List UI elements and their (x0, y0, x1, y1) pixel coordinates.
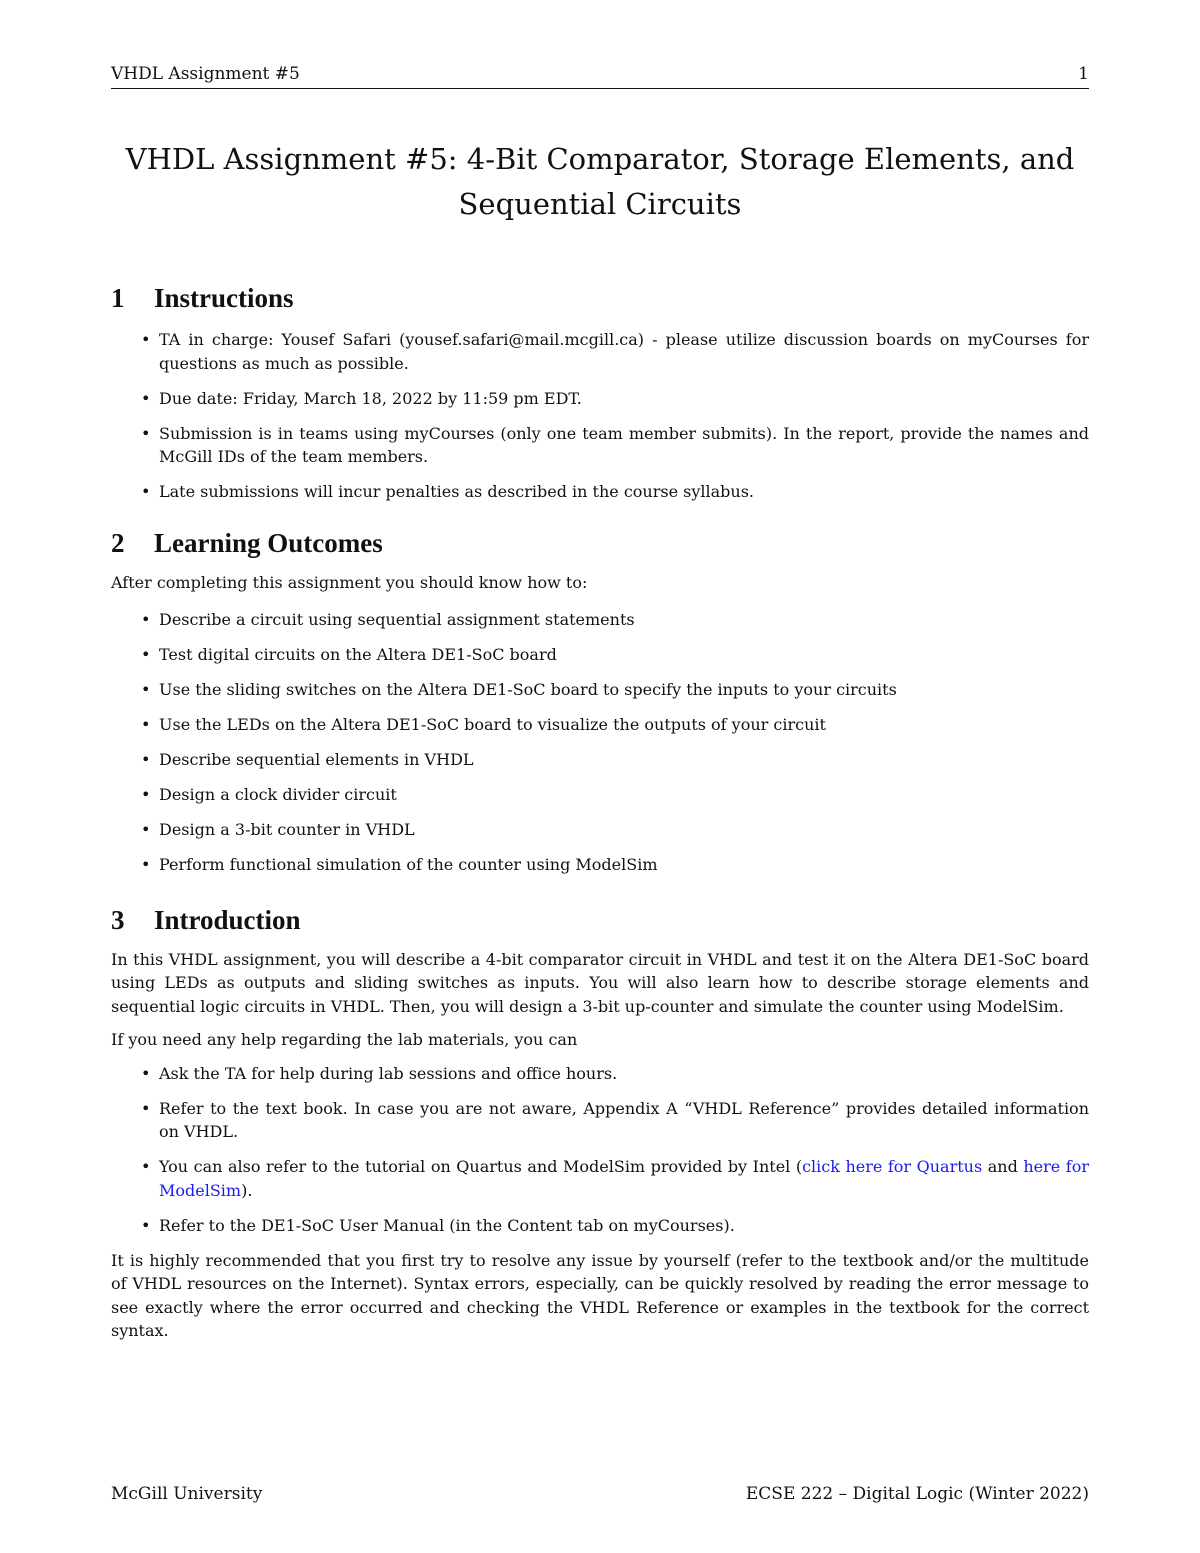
list-item: • Test digital circuits on the Altera DE1-SoC board (111, 643, 1089, 667)
running-header (111, 64, 1089, 89)
header-title: VHDL Assignment #5 (111, 64, 300, 84)
header-page-number: 1 (1078, 64, 1089, 84)
modelsim-tutorial-link[interactable]: here for ModelSim (159, 1157, 1089, 1200)
help-list (111, 1062, 1089, 1238)
list-item: • Ask the TA for help during lab sessions and office hours. (111, 1062, 1089, 1086)
section-title: Learning Outcomes (154, 527, 383, 558)
footer-course: ECSE 222 – Digital Logic (Winter 2022) (745, 1484, 1089, 1504)
list-item: • TA in charge: Yousef Safari (yousef.safari@mail.mcgill.ca) - please utilize discussion boards on myCourses for questions as much as possible. (111, 328, 1089, 375)
list-item: • Refer to the text book. In case you are not aware, Appendix A “VHDL Reference” provides detailed information on VHDL. (111, 1097, 1089, 1144)
list-item: • Due date: Friday, March 18, 2022 by 11:59 pm EDT. (111, 387, 1089, 411)
section-title: Introduction (154, 904, 301, 935)
list-item: • Use the LEDs on the Altera DE1-SoC board to visualize the outputs of your circuit (111, 713, 1089, 737)
list-item: • Refer to the DE1-SoC User Manual (in the Content tab on myCourses). (111, 1214, 1089, 1238)
list-item: • Describe a circuit using sequential assignment statements (111, 608, 1089, 632)
instructions-list (111, 328, 1089, 504)
list-item: • Submission is in teams using myCourses (only one team member submits). In the report, provide the names and McGill IDs of the team members. (111, 422, 1089, 469)
list-item: • Describe sequential elements in VHDL (111, 748, 1089, 772)
recommendation-paragraph: It is highly recommended that you first try to resolve any issue by yourself (refer to the textbook and/or the multitude of VHDL resources on the Internet). Syntax errors, especially, can be quickly resolved by reading the error message to see exactly where the error occurred and checking the VHDL Reference or examples in the textbook for the correct syntax. (111, 1250, 1089, 1340)
title-line-1: VHDL Assignment #5: 4-Bit Comparator, Storage Elements, and (125, 142, 1075, 176)
intro-paragraph: In this VHDL assignment, you will describe a 4-bit comparator circuit in VHDL and test it on the Altera DE1-SoC board using LEDs as outputs and sliding switches as inputs. You will also learn how to describe storage elements and sequential logic circuits in VHDL. Then, you will design a 3-bit up-counter and simulate the counter using ModelSim. (111, 949, 1089, 1016)
section-heading-introduction (111, 905, 1089, 936)
footer-university: McGill University (111, 1484, 263, 1504)
list-item: • Design a clock divider circuit (111, 783, 1089, 807)
section-heading-instructions (111, 283, 1089, 314)
list-item: • Design a 3-bit counter in VHDL (111, 818, 1089, 842)
document-page (111, 64, 1089, 1514)
tutorial-text-after: ). (241, 1180, 253, 1200)
tutorial-text-before: You can also refer to the tutorial on Quartus and ModelSim provided by Intel ( (159, 1157, 803, 1176)
tutorial-text-middle: and (982, 1157, 1024, 1176)
help-lead-paragraph: If you need any help regarding the lab materials, you can (111, 1030, 578, 1049)
list-item: • Perform functional simulation of the counter using ModelSim (111, 853, 1089, 877)
section-number: 1 (111, 283, 125, 313)
outcomes-lead: After completing this assignment you should know how to: (111, 572, 588, 592)
list-item: • Use the sliding switches on the Altera DE1-SoC board to specify the inputs to your circuits (111, 678, 1089, 702)
quartus-tutorial-link[interactable]: click here for Quartus (802, 1157, 983, 1176)
document-title (111, 137, 1089, 227)
section-title: Instructions (154, 283, 294, 313)
section-number: 3 (111, 904, 125, 935)
page-footer (111, 1484, 1089, 1504)
list-item-tutorials (111, 1155, 1089, 1202)
section-number: 2 (111, 527, 125, 558)
title-line-2: Sequential Circuits (458, 187, 742, 221)
list-item: • Late submissions will incur penalties as described in the course syllabus. (111, 480, 1089, 504)
section-heading-learning-outcomes (111, 528, 1089, 559)
outcomes-list (111, 608, 1089, 877)
